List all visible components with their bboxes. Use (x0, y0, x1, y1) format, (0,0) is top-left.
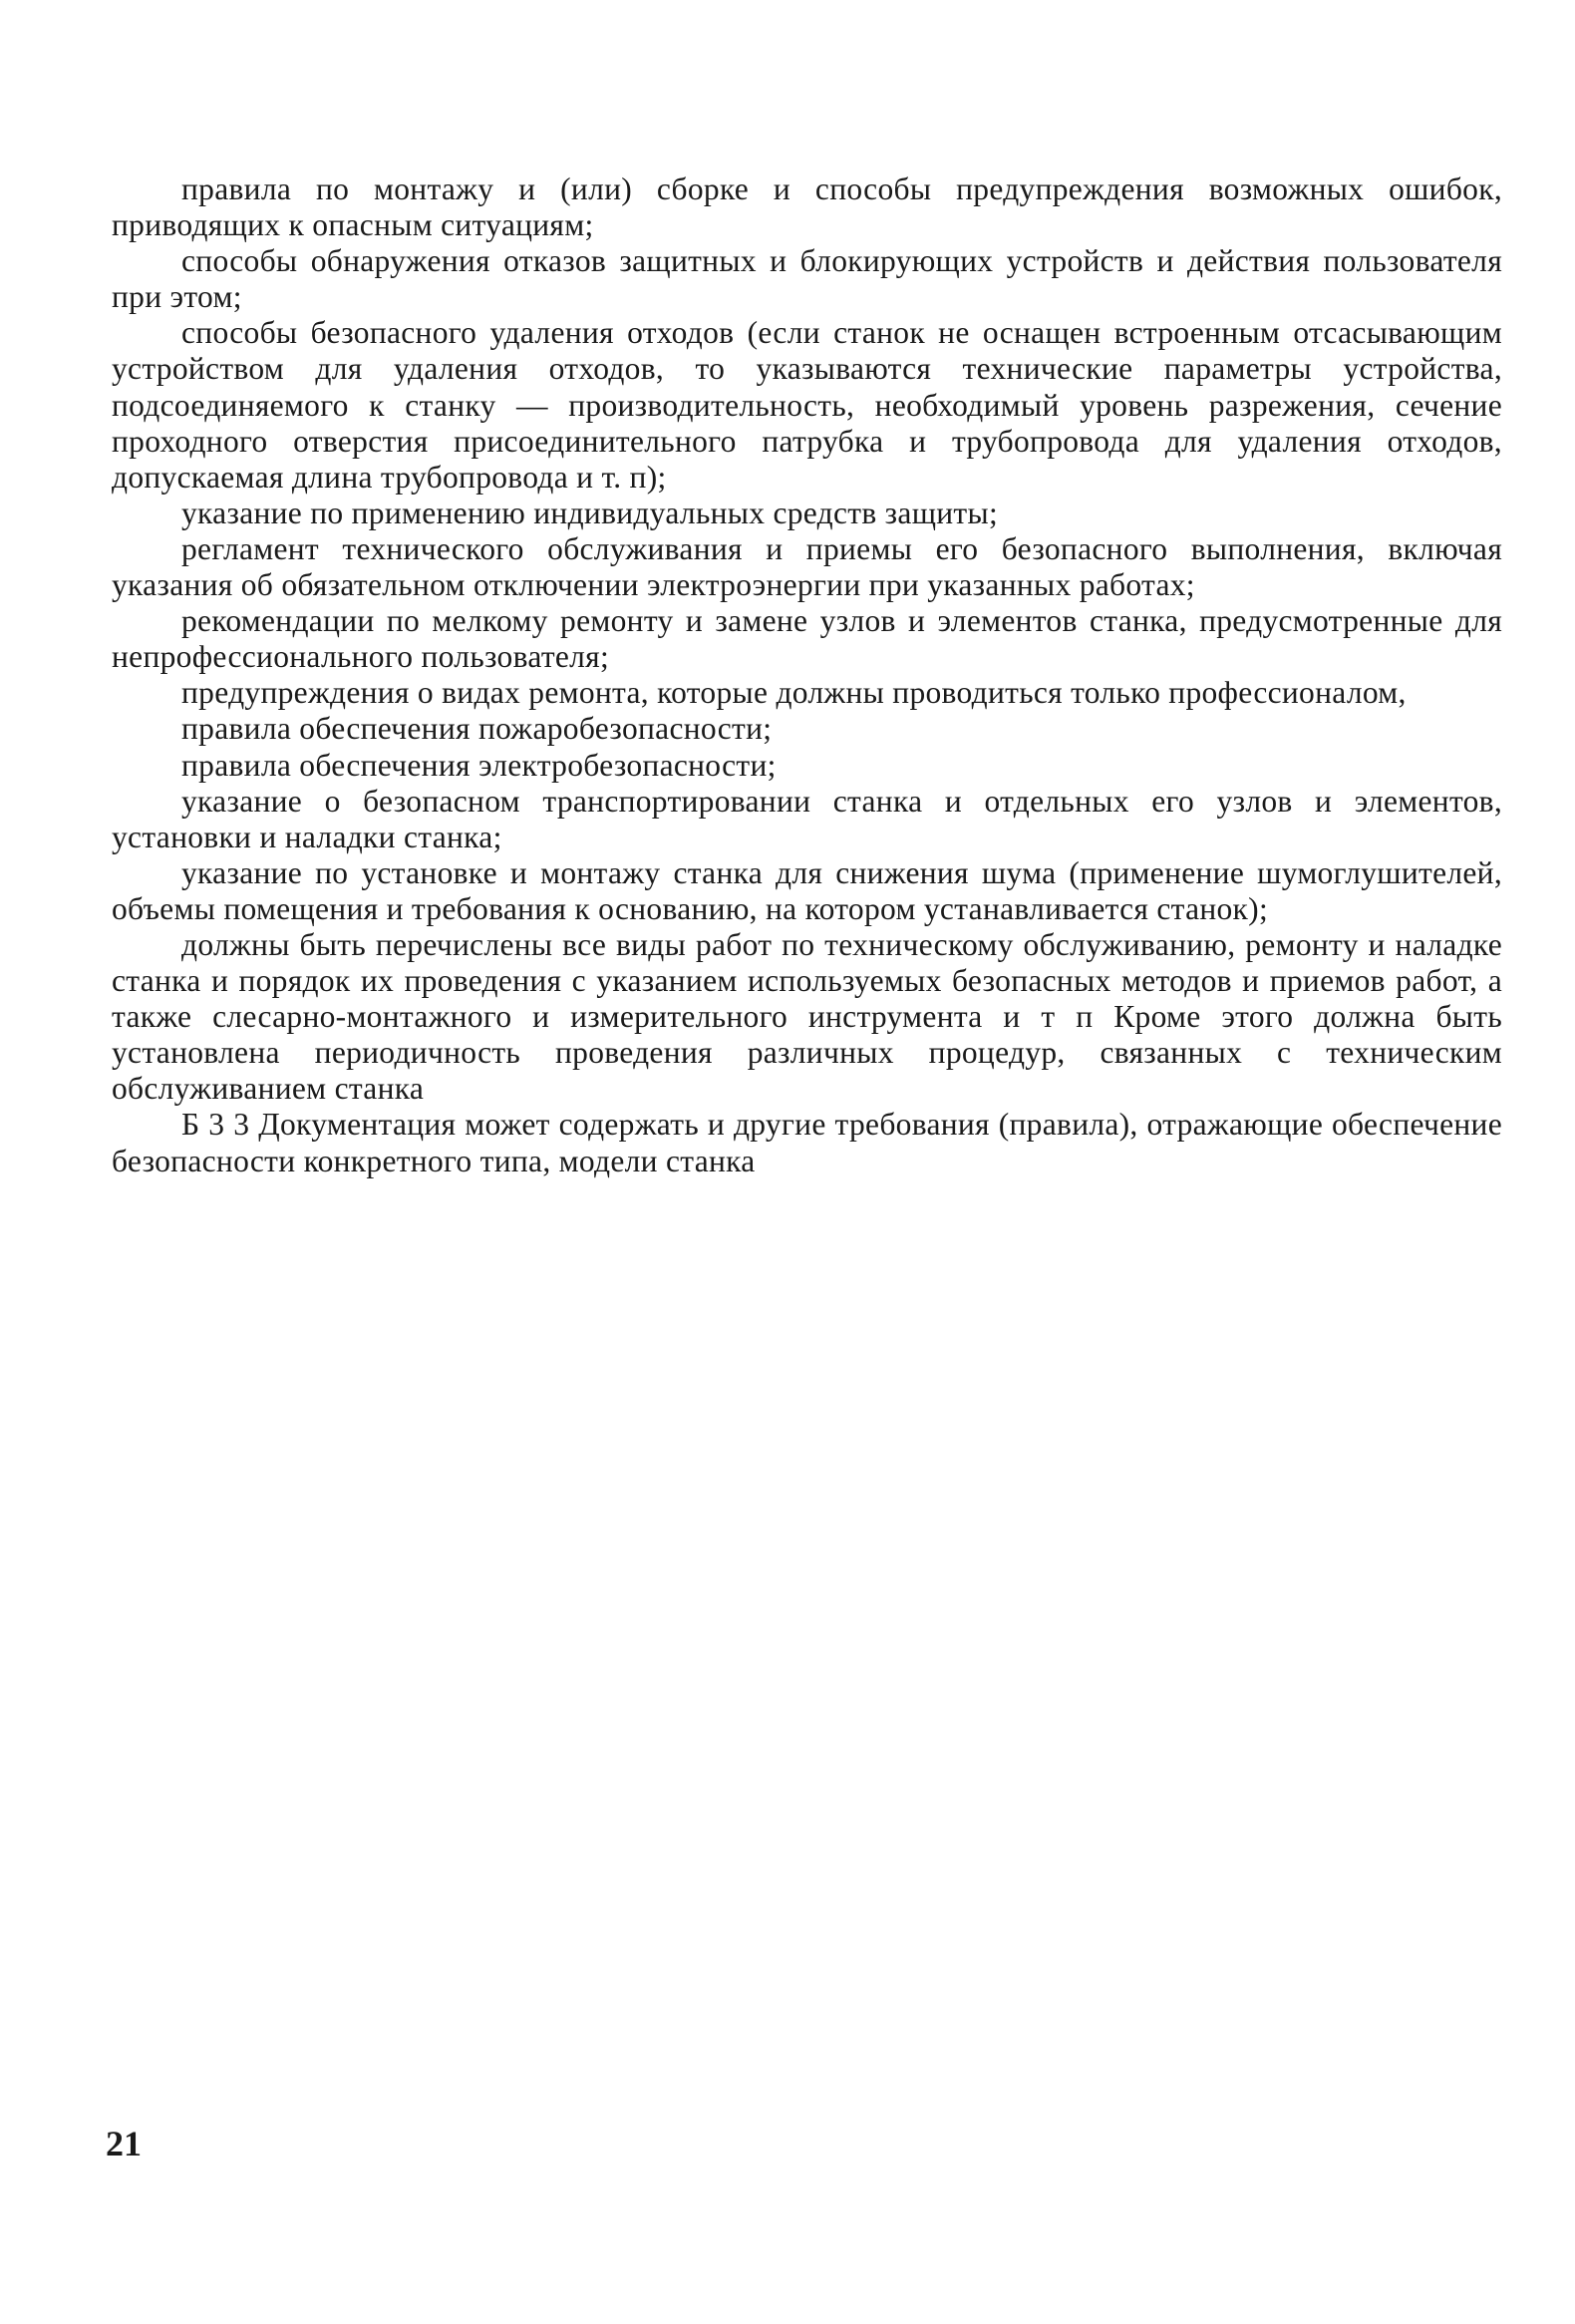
paragraph-transportation: указание о безопасном транспортировании станка и отдельных его узлов и элементов, установки и наладки станка; (112, 783, 1502, 854)
paragraph-failure-detection: способы обнаружения отказов защитных и блокирующих устройств и действия пользователя при этом; (112, 243, 1502, 315)
paragraph-assembly-rules: правила по монтажу и (или) сборке и способы предупреждения возможных ошибок, приводящих к опасным ситуациям; (112, 171, 1502, 243)
paragraph-protective-equipment: указание по применению индивидуальных средств защиты; (181, 495, 998, 530)
body-text (112, 171, 1502, 1179)
paragraph-work-types: должны быть перечислены все виды работ по техническому обслуживанию, ремонту и наладке станка и порядок их проведения с указанием используемых безопасных методов и приемов работ, а также слесарно-монтажного и измерительного инструмента и т п Кроме этого должна быть установлена периодичность проведения различных процедур, связанных с техническим обслуживанием станка (112, 926, 1502, 1107)
page-number: 21 (106, 2124, 142, 2163)
paragraph-fire-safety: правила обеспечения пожаробезопасности; (181, 711, 773, 747)
paragraph-electrical-safety: правила обеспечения электробезопасности; (181, 747, 777, 783)
paragraph-maintenance-schedule: регламент технического обслуживания и приемы его безопасного выполнения, включая указания об обязательном отключении электроэнергии при указанных работах; (112, 530, 1502, 603)
paragraph-professional-repair: предупреждения о видах ремонта, которые должны проводиться только профессионалом, (181, 675, 1407, 711)
paragraph-minor-repair: рекомендации по мелкому ремонту и замене узлов и элементов станка, предусмотренные для непрофессионального пользователя; (112, 603, 1502, 675)
paragraph-noise-reduction: указание по установке и монтажу станка для снижения шума (применение шумоглушителей, объемы помещения и требования к основанию, на котором устанавливается станок); (112, 854, 1502, 926)
paragraph-section-b33: Б 3 3 Документация может содержать и другие требования (правила), отражающие обеспечение безопасности конкретного типа, модели станка (112, 1107, 1502, 1178)
paragraph-waste-removal: способы безопасного удаления отходов (если станок не оснащен встроенным отсасывающим устройством для удаления отходов, то указываются технические параметры устройства, подсоединяемого к станку — производительность, необходимый уровень разрежения, сечение проходного отверстия присоединительного патрубка и трубопровода для удаления отходов, допускаемая длина трубопровода и т. п); (112, 315, 1502, 495)
